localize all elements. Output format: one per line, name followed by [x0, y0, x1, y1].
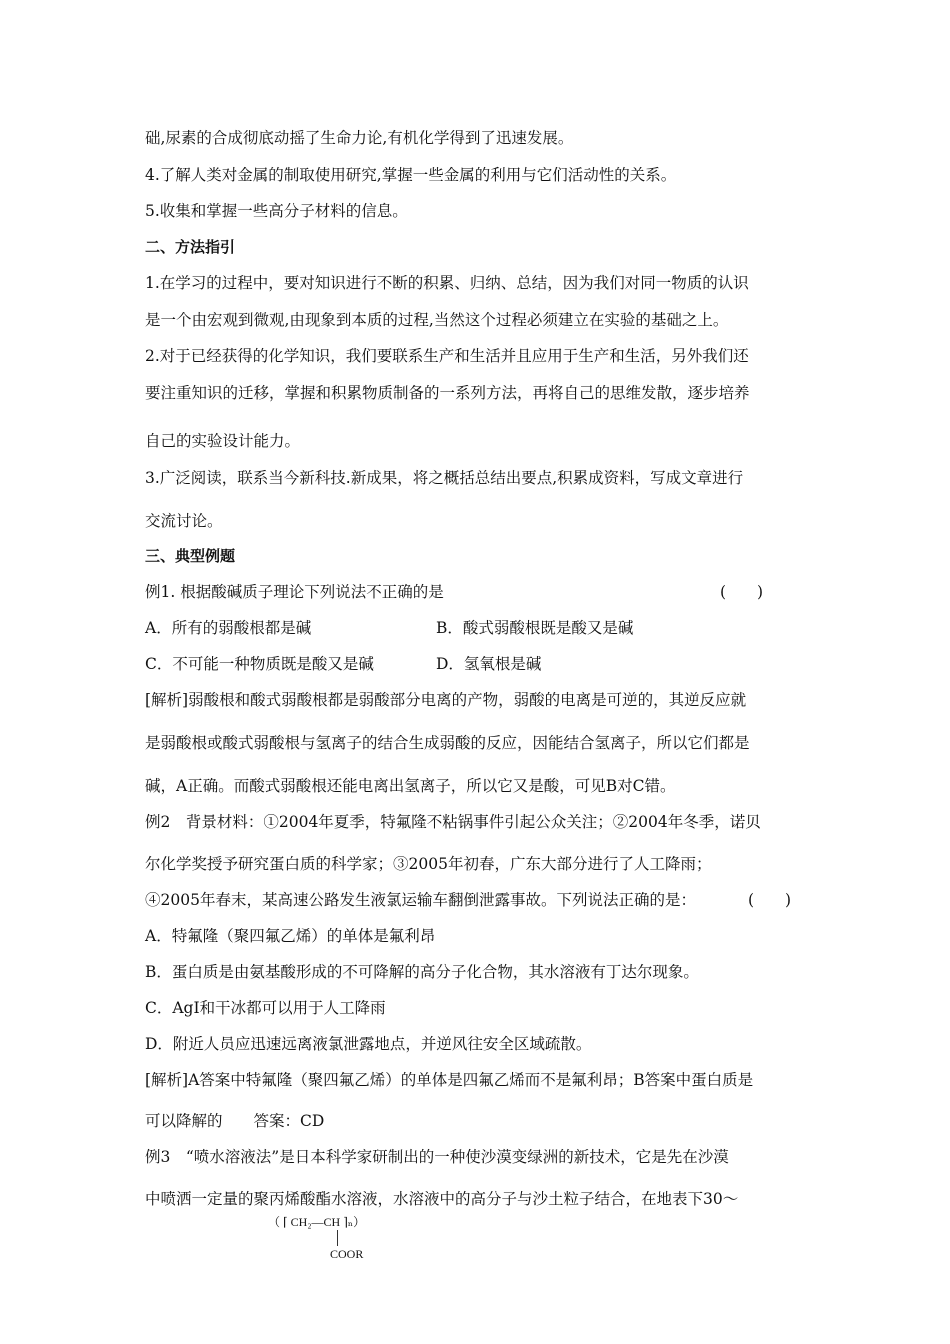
list-item: 5.收集和掌握一些高分子材料的信息。 [145, 202, 408, 220]
option-c: C．AgI和干冰都可以用于人工降雨 [145, 999, 386, 1017]
formula-substituent: COOR [330, 1247, 364, 1261]
formula-main: （ ⌈ CH₂—CH ⌉ₙ） [268, 1215, 366, 1229]
option-b: B．酸式弱酸根既是酸又是碱 [436, 619, 634, 637]
option-c: C．不可能一种物质既是酸又是碱 [145, 655, 374, 673]
question-stem: 例2 背景材料：①2004年夏季，特氟隆不粘锅事件引起公众关注；②2004年冬季，诺贝 [145, 813, 761, 831]
analysis-line: 是弱酸根或酸式弱酸根与氢离子的结合生成弱酸的反应，因能结合氢离子，所以它们都是 [145, 734, 750, 752]
question-stem: 例3 “喷水溶液法”是日本科学家研制出的一种使沙漠变绿洲的新技术，它是先在沙漠 [145, 1148, 729, 1166]
section-heading: 二、方法指引 [145, 238, 236, 256]
answer-blank: ( ) [748, 891, 792, 909]
option-a: A．特氟隆（聚四氟乙烯）的单体是氟利昂 [145, 927, 436, 945]
option-b: B．蛋白质是由氨基酸形成的不可降解的高分子化合物，其水溶液有丁达尔现象。 [145, 963, 699, 981]
paragraph-line: 要注重知识的迁移，掌握和积累物质制备的一系列方法，再将自己的思维发散，逐步培养 [145, 384, 750, 402]
option-a: A．所有的弱酸根都是碱 [145, 619, 312, 637]
list-item: 4.了解人类对金属的制取使用研究,掌握一些金属的利用与它们活动性的关系。 [145, 166, 677, 184]
list-item: 3.广泛阅读，联系当今新科技.新成果，将之概括总结出要点,积累成资料，写成文章进行 [145, 469, 744, 487]
option-d: D．附近人员应迅速远离液氯泄露地点，并逆风往安全区域疏散。 [145, 1035, 592, 1053]
list-item: 2.对于已经获得的化学知识，我们要联系生产和生活并且应用于生产和生活，另外我们还 [145, 347, 749, 365]
analysis-line: [解析]A答案中特氟隆（聚四氟乙烯）的单体是四氟乙烯而不是氟利昂；B答案中蛋白质是 [145, 1071, 754, 1089]
analysis-line: [解析]弱酸根和酸式弱酸根都是弱酸部分电离的产物，弱酸的电离是可逆的，其逆反应就 [145, 691, 747, 709]
answer-blank: ( ) [720, 583, 764, 601]
paragraph-line: 是一个由宏观到微观,由现象到本质的过程,当然这个过程必须建立在实验的基础之上。 [145, 311, 729, 329]
question-stem: 中喷洒一定量的聚丙烯酸酯水溶液，水溶液中的高分子与沙土粒子结合，在地表下30～ [145, 1190, 739, 1208]
section-heading: 三、典型例题 [145, 547, 236, 565]
analysis-line: 碱，A正确。而酸式弱酸根还能电离出氢离子，所以它又是酸，可见B对C错。 [145, 777, 676, 795]
paragraph-line: 自己的实验设计能力。 [145, 432, 301, 450]
question-stem: ④2005年春末，某高速公路发生液氯运输车翻倒泄露事故。下列说法正确的是： [145, 891, 696, 909]
formula-bond-line [337, 1230, 338, 1246]
question-stem: 例1. 根据酸碱质子理论下列说法不正确的是 [145, 583, 444, 601]
paragraph-line: 础,尿素的合成彻底动摇了生命力论,有机化学得到了迅速发展。 [145, 129, 574, 147]
chemical-formula [268, 1213, 428, 1263]
question-stem: 尔化学奖授予研究蛋白质的科学家；③2005年初春，广东大部分进行了人工降雨； [145, 855, 712, 873]
analysis-line: 可以降解的 答案：CD [145, 1112, 325, 1130]
paragraph-line: 交流讨论。 [145, 512, 223, 530]
option-d: D．氢氧根是碱 [436, 655, 542, 673]
list-item: 1.在学习的过程中，要对知识进行不断的积累、归纳、总结，因为我们对同一物质的认识 [145, 274, 749, 292]
